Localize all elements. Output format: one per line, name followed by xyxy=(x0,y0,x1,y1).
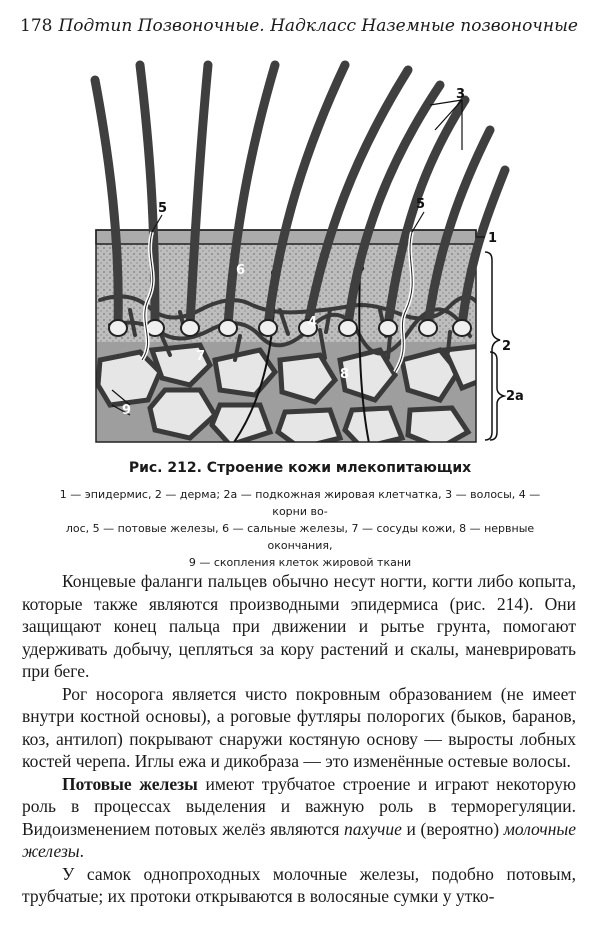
label-sweat-gland-left: 5 xyxy=(158,201,168,216)
legend-line: 9 — скопления клеток жировой ткани xyxy=(188,556,412,569)
body-text xyxy=(22,570,576,908)
label-dermis: 2 xyxy=(502,339,512,354)
page-number: 178 xyxy=(20,16,53,36)
label-sweat-gland-right: 5 xyxy=(416,197,426,212)
skin-structure-figure xyxy=(90,60,530,450)
figure-caption: Рис. 212. Строение кожи млекопитающих xyxy=(128,460,472,476)
paragraph-sweat-glands: Потовые железы имеют трубчатое строение и играют некоторую роль в процессах выделения и важную роль в терморегуляции. Видоизменением потовых желёз являются пахучие и (вероятно) молочные железы. xyxy=(22,773,576,861)
label-nerve-endings: 8 xyxy=(340,367,350,382)
running-title: Подтип Позвоночные. Надкласс Наземные позвоночные xyxy=(58,16,578,36)
term-odorous: пахучие xyxy=(344,818,402,839)
label-fat-cells: 9 xyxy=(122,403,132,418)
label-epidermis: 1 xyxy=(488,231,498,246)
label-hypodermis: 2а xyxy=(506,389,524,404)
figure-legend xyxy=(44,486,556,571)
label-hairs: 3 xyxy=(456,87,466,102)
term-mammary: молочные железы xyxy=(22,818,576,861)
legend-line: 1 — эпидермис, 2 — дерма; 2а — подкожная жировая клетчатка, 3 — волосы, 4 — корни во- xyxy=(59,488,541,518)
paragraph-claws: Концевые фаланги пальцев обычно несут ногти, когти либо копыта, которые также являются производными эпидермиса (рис. 214). Они защищают конец пальца при движении и рытье грунта, помогают удерживать добычу, цепляться за кору растений и скалы, маневрировать при беге. xyxy=(22,571,576,681)
skin-diagram xyxy=(90,60,530,450)
term-sweat-glands: Потовые железы xyxy=(62,773,198,794)
paragraph-horns: Рог носорога является чисто покровным образованием (не имеет внутри костной основы), а роговые футляры полорогих (быков, баранов, коз, антилоп) покрывают снаружи костяную основу — выросты лобных костей черепа. Иглы ежа и дикобраза — это изменённые остевые волосы. xyxy=(22,683,576,771)
label-vessels: 7 xyxy=(196,349,206,364)
paragraph-monotremes: У самок однопроходных молочные железы, подобно потовым, трубчатые; их протоки открываются в волосяные сумки у утко- xyxy=(22,863,576,906)
page-header xyxy=(20,13,578,39)
legend-line: лос, 5 — потовые железы, 6 — сальные железы, 7 — сосуды кожи, 8 — нервные окончания, xyxy=(65,522,535,552)
label-sebaceous: 6 xyxy=(236,263,246,278)
label-hair-roots: 4 xyxy=(308,315,318,330)
